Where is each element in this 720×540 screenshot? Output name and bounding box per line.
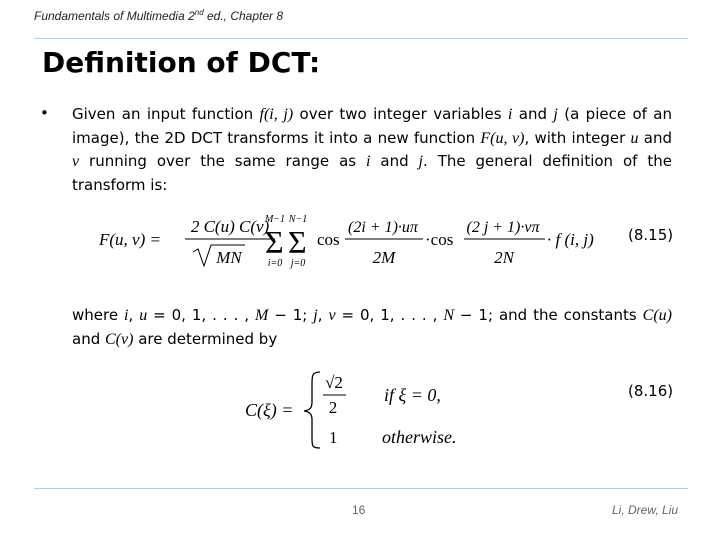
sigma-2: Σ <box>288 224 307 260</box>
footer-authors: Li, Drew, Liu <box>612 503 679 517</box>
eq1-sum1-top: M−1 <box>264 214 286 225</box>
page-number: 16 <box>352 503 366 517</box>
eq2-case2-val: 1 <box>329 428 338 447</box>
eq1-sum2-bot: j=0 <box>290 258 306 269</box>
sigma-1: Σ <box>265 224 284 260</box>
running-header: Fundamentals of Multimedia 2nd ed., Chapter 8 <box>34 8 284 23</box>
eq1-sum2-top: N−1 <box>288 214 308 225</box>
range-paragraph: where i, u = 0, 1, . . . , M − 1; j, v = 0, 1, . . . , N − 1; and the constants C(u) and C(v) are determined by <box>72 306 672 348</box>
dct-equation <box>95 208 615 276</box>
cases-brace <box>304 372 320 448</box>
eq1-sum1-bot: i=0 <box>267 258 283 269</box>
eq1-cos: cos <box>317 230 340 249</box>
eq1-lhs: F(u, v) = <box>99 230 161 249</box>
footer-rule <box>34 488 688 489</box>
bullet-marker: • <box>40 104 49 122</box>
eq2-case2-cond: otherwise. <box>382 427 457 447</box>
equation-number-8-15: (8.15) <box>628 226 674 244</box>
eq1-frac3-den: 2N <box>494 248 514 267</box>
intro-paragraph: Given an input function f(i, j) over two integer variables i and j (a piece of an image), the 2D DCT transforms it into a new function F(u, v), with integer u and v running over the same range as i and j. The general definition of the transform is: <box>72 105 672 194</box>
eq2-case1-cond: if ξ = 0, <box>384 385 441 405</box>
equation-number-8-16: (8.16) <box>628 382 674 400</box>
eq1-frac2-den: 2M <box>372 248 396 267</box>
header-rule <box>34 38 688 39</box>
eq1-frac1-den: MN <box>216 248 242 267</box>
eq1-frac3-num: (2 j + 1)·vπ <box>466 219 540 236</box>
eq2-case1-den: 2 <box>328 398 338 417</box>
eq1-tail: · f (i, j) <box>547 230 594 249</box>
eq1-frac2-num: (2i + 1)·uπ <box>348 219 418 236</box>
slide-title: Definition of DCT: <box>42 46 321 79</box>
normalization-equation <box>240 368 490 450</box>
eq1-dotcos: ·cos <box>425 230 454 249</box>
eq2-lhs: C(ξ) = <box>245 400 294 420</box>
eq2-case1-num: √2 <box>325 373 343 392</box>
eq1-frac1-num: 2 C(u) C(v) <box>190 217 270 236</box>
